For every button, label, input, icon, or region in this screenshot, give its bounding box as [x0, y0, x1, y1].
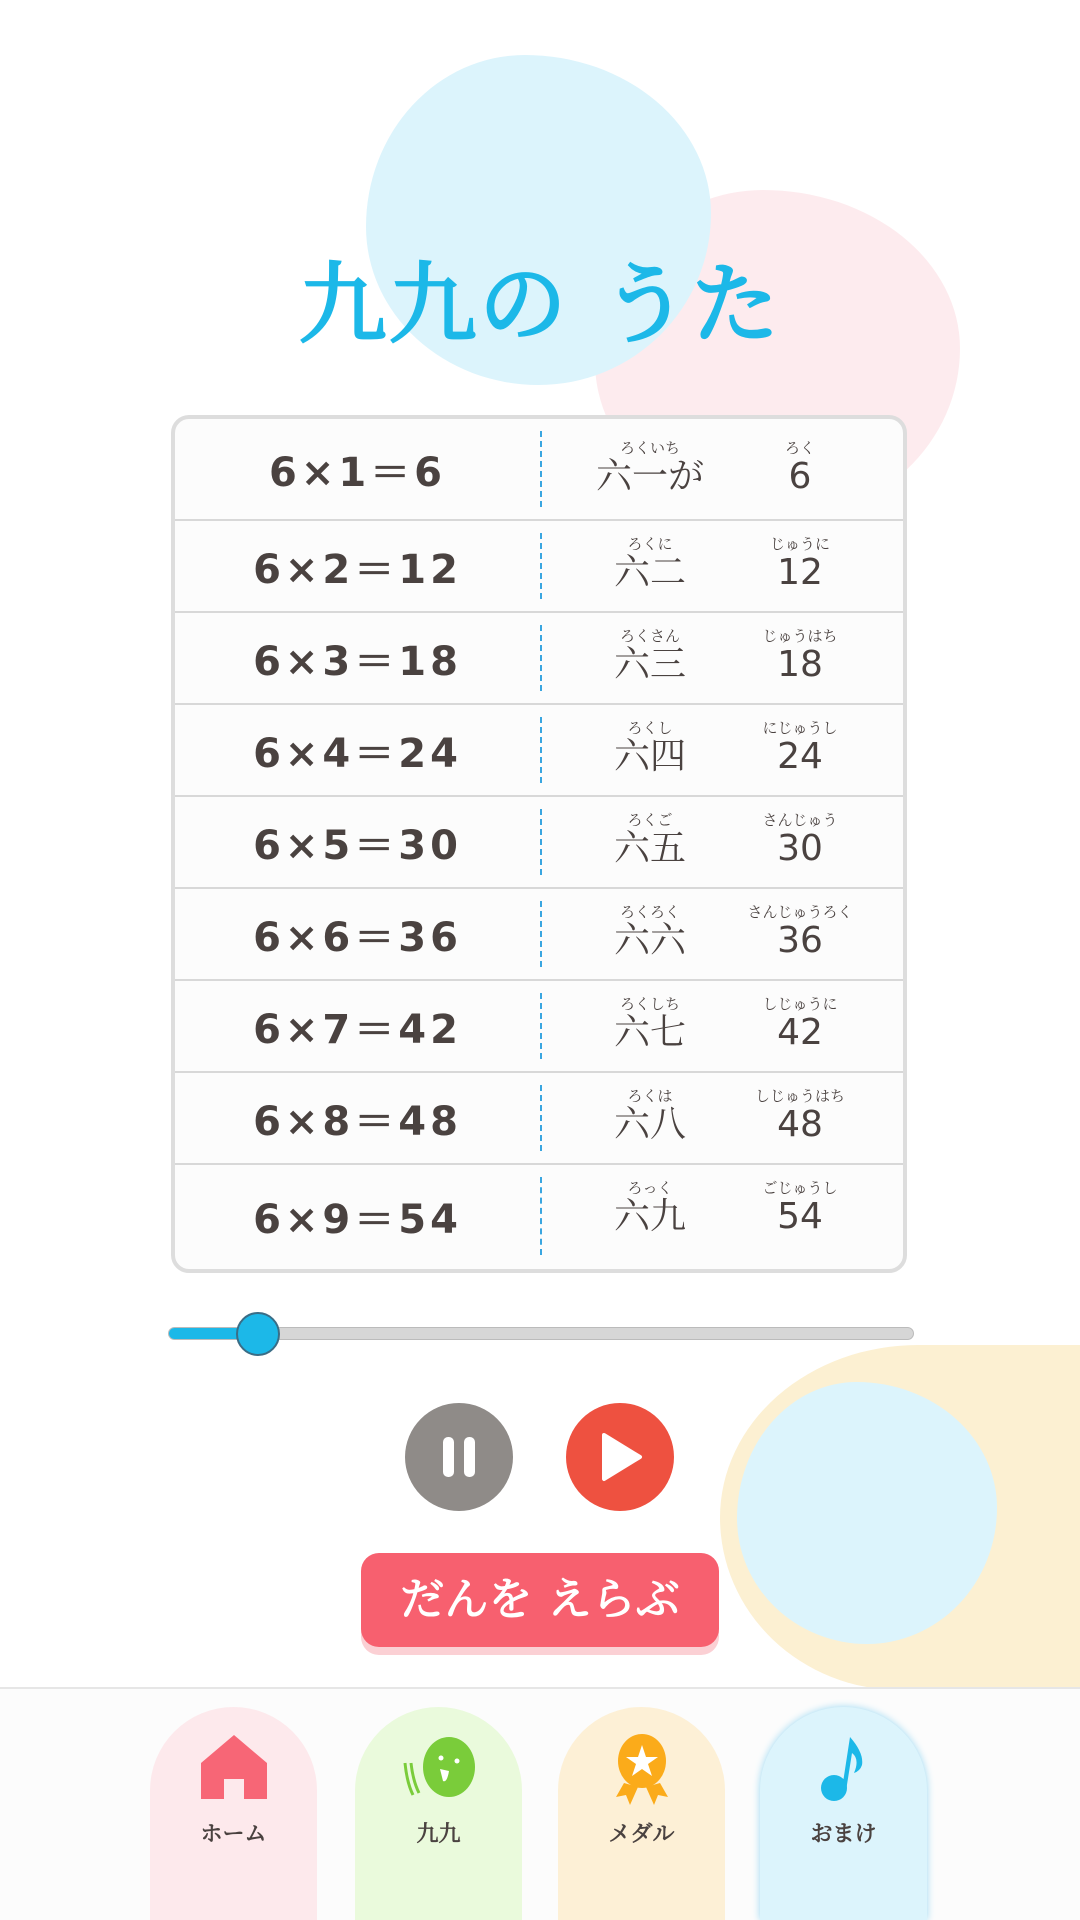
reading-left: [575, 903, 725, 961]
reading: [575, 981, 895, 1071]
equation: 6×9＝54: [253, 1196, 462, 1243]
answer: 18: [777, 644, 823, 685]
nav-tab-medal[interactable]: [558, 1707, 725, 1920]
reading-left: [575, 995, 725, 1053]
reading-right: [725, 811, 875, 869]
reading-left: [575, 1087, 725, 1145]
equation: 6×1＝6: [268, 449, 446, 496]
table-row: [175, 889, 903, 981]
reading-left: [575, 1179, 725, 1237]
ruby: ろくろく: [619, 903, 680, 921]
equation: 6×5＝30: [253, 822, 462, 869]
ruby: ろっく: [627, 1179, 673, 1197]
table-row: [175, 797, 903, 889]
ruby: ろくしち: [619, 995, 680, 1013]
answer: 36: [777, 920, 823, 961]
bottom-nav: [0, 1687, 1080, 1920]
reading-right: [725, 535, 875, 593]
dashed-divider: [540, 431, 542, 507]
nav-label: 九九: [416, 1822, 461, 1847]
music-note-icon: [814, 1733, 874, 1803]
nav-tab-kuku[interactable]: [355, 1707, 522, 1920]
reading: [575, 521, 895, 611]
reading-left: [575, 627, 725, 685]
answer: 42: [777, 1012, 823, 1053]
reading: [575, 1073, 895, 1163]
ruby: さんじゅうろく: [747, 903, 853, 921]
decor-blob-lightblue: [737, 1382, 997, 1644]
nav-tab-omake[interactable]: [760, 1707, 927, 1920]
ruby: ろくいち: [619, 439, 680, 457]
kanji: 六九: [613, 1196, 686, 1237]
dashed-divider: [540, 1085, 542, 1151]
ruby: ろくご: [627, 811, 673, 829]
reading-right: [725, 995, 875, 1053]
table-row: [175, 705, 903, 797]
dashed-divider: [540, 533, 542, 599]
nav-label: おまけ: [810, 1822, 877, 1847]
progress-slider[interactable]: [168, 1327, 914, 1340]
reading-left: [575, 439, 725, 497]
ruby: じゅうはち: [762, 627, 838, 645]
pause-button[interactable]: [405, 1403, 513, 1511]
reading-left: [575, 535, 725, 593]
nav-label: ホーム: [200, 1822, 267, 1847]
dashed-divider: [540, 717, 542, 783]
reading: [575, 889, 895, 979]
reading: [575, 613, 895, 703]
kanji: 六一が: [595, 456, 704, 497]
reading-right: [725, 903, 875, 961]
ruby: ろくし: [627, 719, 673, 737]
table-row: [175, 419, 903, 521]
page-title: 九九の うた: [298, 253, 782, 356]
table-row: [175, 521, 903, 613]
answer: 30: [777, 828, 823, 869]
answer: 48: [777, 1104, 823, 1145]
play-button[interactable]: [566, 1403, 674, 1511]
reading: [575, 797, 895, 887]
nav-label: メダル: [608, 1822, 675, 1847]
reading-left: [575, 719, 725, 777]
table-row: [175, 981, 903, 1073]
ruby: しじゅうに: [762, 995, 838, 1013]
home-icon: [199, 1733, 269, 1801]
play-icon: [596, 1432, 644, 1482]
kanji: 六七: [613, 1012, 686, 1053]
slider-thumb[interactable]: [236, 1312, 280, 1356]
table-row: [175, 1165, 903, 1267]
dashed-divider: [540, 901, 542, 967]
dashed-divider: [540, 1177, 542, 1255]
table-row: [175, 613, 903, 705]
kanji: 六六: [613, 920, 686, 961]
singing-face-icon: [399, 1733, 479, 1801]
ruby: さんじゅう: [762, 811, 838, 829]
equation: 6×4＝24: [253, 730, 462, 777]
reading: [575, 705, 895, 795]
ruby: じゅうに: [769, 535, 830, 553]
equation: 6×3＝18: [253, 638, 462, 685]
equation: 6×7＝42: [253, 1006, 462, 1053]
ruby: ろくさん: [619, 627, 680, 645]
ruby: ごじゅうし: [762, 1179, 838, 1197]
kanji: 六三: [613, 644, 686, 685]
dashed-divider: [540, 993, 542, 1059]
nav-tab-home[interactable]: [150, 1707, 317, 1920]
table-row: [175, 1073, 903, 1165]
kanji: 六八: [613, 1104, 686, 1145]
ruby: ろくに: [627, 535, 673, 553]
reading-left: [575, 811, 725, 869]
reading: [575, 1165, 895, 1267]
reading-right: [725, 1179, 875, 1237]
reading-right: [725, 627, 875, 685]
reading: [575, 419, 895, 519]
select-dan-button[interactable]: だんを えらぶ: [361, 1553, 719, 1647]
kanji: 六四: [613, 736, 686, 777]
dashed-divider: [540, 625, 542, 691]
equation: 6×8＝48: [253, 1098, 462, 1145]
dashed-divider: [540, 809, 542, 875]
ruby: ろく: [784, 439, 815, 457]
reading-right: [725, 1087, 875, 1145]
equation: 6×6＝36: [253, 914, 462, 961]
reading-right: [725, 719, 875, 777]
answer: 6: [788, 456, 812, 497]
medal-icon: [610, 1733, 674, 1805]
ruby: しじゅうはち: [754, 1087, 845, 1105]
answer: 24: [777, 736, 823, 777]
ruby: ろくは: [627, 1087, 673, 1105]
kanji: 六二: [613, 552, 686, 593]
answer: 54: [777, 1196, 823, 1237]
reading-right: [725, 439, 875, 497]
kuku-table: [171, 415, 907, 1273]
equation: 6×2＝12: [253, 546, 462, 593]
ruby: にじゅうし: [762, 719, 838, 737]
answer: 12: [777, 552, 823, 593]
pause-icon: [439, 1435, 479, 1479]
kanji: 六五: [613, 828, 686, 869]
